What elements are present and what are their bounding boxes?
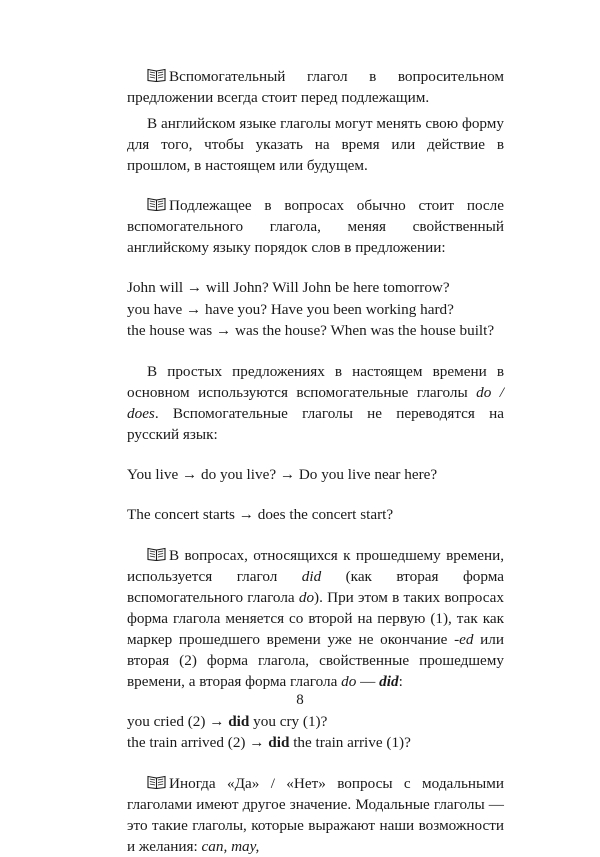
- open-book-icon: [147, 547, 166, 561]
- page-number: 8: [296, 692, 304, 708]
- paragraph-verb-forms: В английском языке глаголы могут менять свою форму для того, чтобы указать на время или действие в прошлом, в настоящем или будущем.: [127, 115, 504, 174]
- paragraph-past-simple: В вопросах, относящихся к прошедшему времени, используется глагол did (как вторая форма вспомогательного глагола do). При этом в таких вопросах форма глагола меняется со второй на первую (1), так как маркер прошедшего времени уже не окончание -ed или вторая (2) форма глагола, свойственные прошедшему времени, а вторая форма глагола do — did:: [127, 546, 505, 690]
- paragraph-auxiliary-position: Вспомогательный глагол в вопросительном предложении всегда стоит перед подлежащим.: [127, 68, 504, 106]
- example-line: The concert starts → does the concert start?: [127, 506, 394, 523]
- example-line: the house was → was the house? When was the house built?: [127, 322, 495, 339]
- example-line: the train arrived (2) → did the train arrive (1)?: [127, 734, 411, 751]
- open-book-icon: [147, 197, 166, 211]
- paragraph-modal-verbs: Иногда «Да» / «Нет» вопросы с модальными глаголами имеют другое значение. Модальные глаголы — это такие глаголы, которые выражают наши возможности и желания: can, may,: [127, 774, 504, 855]
- open-book-icon: [147, 68, 166, 82]
- example-line: you cried (2) → did you cry (1)?: [127, 712, 328, 730]
- example-line: you have → have you? Have you been working hard?: [127, 300, 454, 318]
- page-content: [127, 66, 504, 857]
- example-line: John will → will John? Will John be here tomorrow?: [127, 279, 450, 296]
- example-line: You live → do you live? → Do you live near here?: [127, 465, 438, 483]
- open-book-icon: [147, 775, 166, 789]
- paragraph-present-simple: В простых предложениях в настоящем времени в основном используются вспомогательные глаголы do / does. Вспомогательные глаголы не переводятся на русский язык:: [127, 362, 504, 443]
- paragraph-subject-position: Подлежащее в вопросах обычно стоит после вспомогательного глагола, меняя свойственный английскому языку порядок слов в предложении:: [127, 197, 504, 256]
